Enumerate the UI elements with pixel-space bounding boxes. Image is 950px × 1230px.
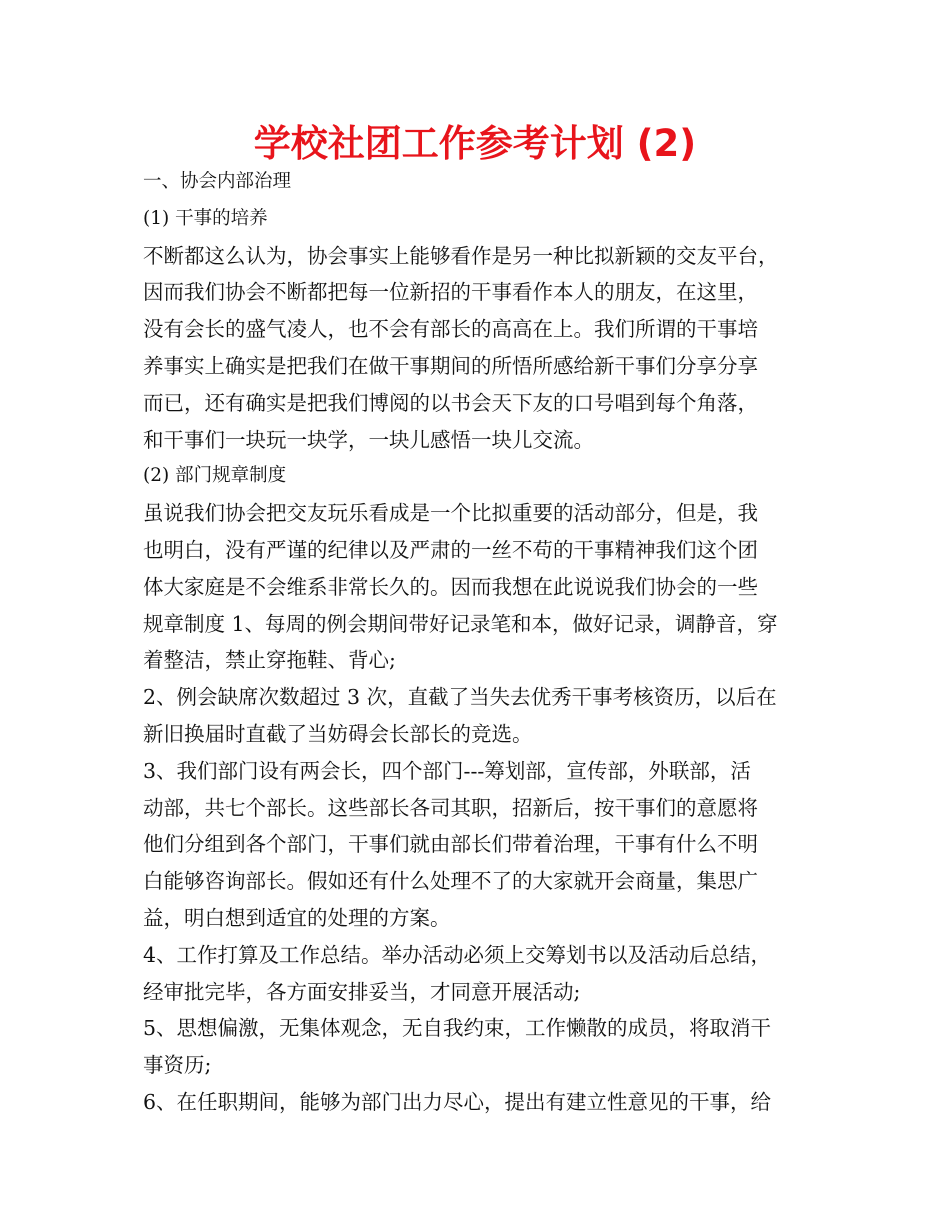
list-item-line: 经审批完毕，各方面安排妥当，才同意开展活动; (143, 979, 581, 1004)
paragraph-line: 因而我们协会不断都把每一位新招的干事看作本人的朋友，在这里， (143, 280, 758, 305)
list-item-line: 2、例会缺席次数超过 3 次，直截了当失去优秀干事考核资历，以后在 (143, 685, 777, 710)
document-title: 学校社团工作参考计划 (2) (253, 122, 697, 165)
paragraph-line: 养事实上确实是把我们在做干事期间的所悟所感给新干事们分享分享 (143, 353, 758, 378)
subheading-staff-training: (1) 干事的培养 (143, 207, 268, 229)
list-item-line: 事资历; (143, 1053, 212, 1078)
paragraph-line: 没有会长的盛气凌人，也不会有部长的高高在上。我们所谓的干事培 (143, 317, 758, 342)
paragraph-line: 不断都这么认为，协会事实上能够看作是另一种比拟新颖的交友平台， (143, 243, 779, 268)
list-item-line: 他们分组到各个部门，干事们就由部长们带着治理，干事有什么不明 (143, 832, 758, 857)
section-heading-internal-management: 一、协会内部治理 (143, 171, 292, 192)
subheading-department-rules: (2) 部门规章制度 (143, 465, 287, 487)
list-item-line: 4、工作打算及工作总结。举办活动必须上交筹划书以及活动后总结， (143, 942, 772, 967)
list-item-line: 白能够咨询部长。假如还有什么处理不了的大家就开会商量，集思广 (143, 869, 758, 894)
list-item-line: 5、思想偏激，无集体观念，无自我约束，工作懒散的成员，将取消干 (143, 1016, 772, 1041)
list-item-line: 6、在任职期间，能够为部门出力尽心，提出有建立性意见的干事，给 (143, 1089, 772, 1114)
paragraph-line: 和干事们一块玩一块学，一块儿感悟一块儿交流。 (143, 427, 594, 452)
paragraph-line: 而已，还有确实是把我们博阅的以书会天下友的口号唱到每个角落， (143, 390, 758, 415)
list-item-line: 3、我们部门设有两会长，四个部门---筹划部，宣传部，外联部，活 (143, 758, 751, 783)
paragraph-line: 体大家庭是不会维系非常长久的。因而我想在此说说我们协会的一些 (143, 574, 758, 599)
document-body (143, 164, 843, 1121)
paragraph-line: 也明白，没有严谨的纪律以及严肃的一丝不苟的干事精神我们这个团 (143, 537, 758, 562)
paragraph-line: 虽说我们协会把交友玩乐看成是一个比拟重要的活动部分，但是，我 (143, 501, 758, 526)
paragraph-line: 着整洁，禁止穿拖鞋、背心; (143, 648, 396, 673)
list-item-line: 动部，共七个部长。这些部长各司其职，招新后，按干事们的意愿将 (143, 795, 758, 820)
list-item-line: 益，明白想到适宜的处理的方案。 (143, 905, 451, 930)
paragraph-line: 规章制度 1、每周的例会期间带好记录笔和本，做好记录，调静音，穿 (143, 611, 778, 636)
list-item-line: 新旧换届时直截了当妨碍会长部长的竞选。 (143, 721, 533, 746)
